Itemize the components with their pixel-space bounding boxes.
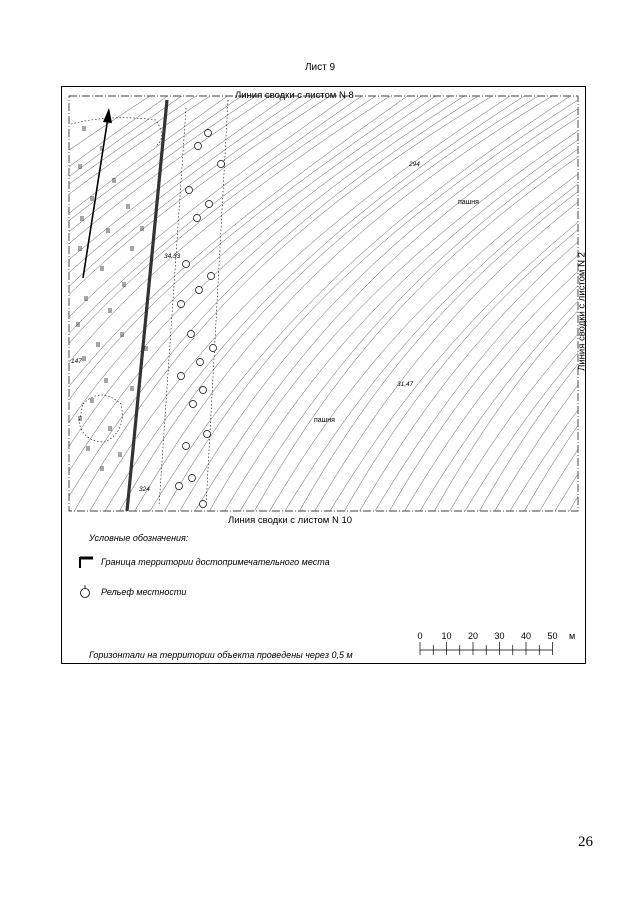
topographic-map bbox=[61, 86, 586, 664]
relief-marker bbox=[190, 401, 197, 408]
vegetation-mark bbox=[83, 126, 85, 131]
contour-line bbox=[261, 86, 586, 526]
contour-line bbox=[156, 86, 586, 526]
scale-tick-label: 0 bbox=[417, 631, 423, 641]
vegetation-mark bbox=[101, 266, 103, 271]
vegetation-mark bbox=[83, 356, 85, 361]
relief-marker bbox=[208, 273, 215, 280]
contour-line bbox=[61, 86, 496, 526]
vegetation-mark bbox=[77, 322, 79, 327]
relief-marker bbox=[206, 201, 213, 208]
relief-marker bbox=[178, 301, 185, 308]
border-label-bottom: Линия сводки с листом N 10 bbox=[228, 515, 353, 526]
relief-marker bbox=[197, 359, 204, 366]
contour-line bbox=[336, 86, 586, 526]
sheet-title: Лист 9 bbox=[304, 62, 336, 73]
territory-boundary-line bbox=[127, 100, 167, 511]
contour-line bbox=[61, 86, 346, 526]
relief-marker bbox=[210, 345, 217, 352]
relief-marker bbox=[183, 443, 190, 450]
vegetation-mark bbox=[109, 308, 111, 313]
relief-marker bbox=[200, 501, 207, 508]
field-label-1: пашня bbox=[458, 199, 479, 206]
scale-tick-label: 10 bbox=[441, 631, 452, 641]
contour-line bbox=[61, 86, 286, 526]
contour-line bbox=[61, 86, 226, 526]
vegetation-mark bbox=[91, 398, 93, 403]
border-label-right: Линия сводки с листом N 2 bbox=[576, 252, 588, 371]
vegetation-mark bbox=[109, 426, 111, 431]
contour-line bbox=[291, 86, 586, 526]
vegetation-mark bbox=[119, 452, 121, 457]
contour-line bbox=[61, 86, 376, 526]
relief-marker bbox=[186, 187, 193, 194]
contour-line bbox=[246, 86, 586, 526]
vegetation-mark bbox=[141, 226, 143, 231]
contour-line bbox=[66, 86, 526, 526]
vegetation-mark bbox=[145, 346, 147, 351]
legend-label-boundary: Граница территории достопримечательного места bbox=[101, 557, 330, 567]
border-label-top: Линия сводки с листом N 8 bbox=[235, 90, 354, 101]
contour-line bbox=[411, 86, 586, 526]
relief-marker bbox=[189, 475, 196, 482]
contour-line bbox=[61, 86, 211, 526]
contour-line bbox=[471, 86, 586, 526]
contour-line bbox=[321, 86, 586, 526]
contour-line bbox=[216, 86, 586, 526]
relief-marker bbox=[178, 373, 185, 380]
scale-tick-label: 30 bbox=[494, 631, 505, 641]
scale-bar bbox=[416, 628, 576, 660]
contour-line bbox=[61, 86, 421, 526]
elevation-4: 324 bbox=[139, 486, 150, 493]
elevation-5: 147 bbox=[71, 358, 82, 365]
elevation-2: 34,33 bbox=[164, 253, 181, 260]
elevation-1: 294 bbox=[409, 161, 420, 168]
vegetation-mark bbox=[127, 204, 129, 209]
relief-marker bbox=[196, 287, 203, 294]
contour-line bbox=[61, 86, 511, 526]
contour-line bbox=[276, 86, 586, 526]
relief-marker-icon bbox=[76, 585, 96, 599]
vegetation-mark bbox=[87, 446, 89, 451]
legend-title: Условные обозначения: bbox=[89, 533, 189, 543]
legend-label-relief: Рельеф местности bbox=[101, 587, 187, 597]
contour-line bbox=[61, 86, 196, 526]
contour-line bbox=[61, 86, 481, 526]
page-number: 26 bbox=[578, 834, 593, 850]
contour-lines bbox=[61, 86, 586, 526]
scale-tick-label: 20 bbox=[467, 631, 479, 641]
contour-interval-note: Горизонтали на территории объекта проведены через 0,5 м bbox=[89, 650, 353, 660]
vegetation-mark bbox=[107, 228, 109, 233]
contour-line bbox=[171, 86, 586, 526]
dotted-area bbox=[79, 395, 122, 442]
relief-marker bbox=[176, 483, 183, 490]
elevation-3: 31,47 bbox=[397, 381, 414, 388]
boundary-flag-icon bbox=[76, 555, 96, 569]
contour-line bbox=[366, 86, 586, 526]
vegetation-mark bbox=[91, 196, 93, 201]
relief-marker bbox=[183, 261, 190, 268]
relief-marker bbox=[205, 130, 212, 137]
vegetation-mark bbox=[81, 216, 83, 221]
contour-line bbox=[61, 86, 436, 526]
contour-line bbox=[61, 86, 316, 526]
vegetation-mark bbox=[131, 246, 133, 251]
relief-marker bbox=[194, 215, 201, 222]
contour-line bbox=[306, 86, 586, 526]
contour-line bbox=[426, 86, 586, 526]
vegetation-mark bbox=[101, 466, 103, 471]
vegetation-mark bbox=[123, 282, 125, 287]
relief-marker bbox=[218, 161, 225, 168]
vegetation-mark bbox=[97, 342, 99, 347]
relief-marker bbox=[195, 143, 202, 150]
scale-tick-label: 40 bbox=[520, 631, 532, 641]
field-label-2: пашня bbox=[314, 417, 335, 424]
north-arrow-icon bbox=[83, 108, 112, 278]
scale-unit: м bbox=[569, 631, 576, 641]
vegetation-mark bbox=[131, 386, 133, 391]
contour-line bbox=[351, 86, 586, 526]
contour-line bbox=[61, 86, 256, 526]
contour-line bbox=[141, 86, 586, 526]
vegetation-mark bbox=[79, 416, 81, 421]
scale-tick-label: 50 bbox=[547, 631, 558, 641]
legend-item-relief bbox=[76, 585, 186, 599]
relief-marker bbox=[204, 431, 211, 438]
contour-line bbox=[456, 86, 586, 526]
relief-marker bbox=[188, 331, 195, 338]
legend-item-boundary bbox=[76, 555, 330, 569]
contour-line bbox=[61, 86, 331, 526]
relief-marker bbox=[200, 387, 207, 394]
vegetation-mark bbox=[105, 378, 107, 383]
